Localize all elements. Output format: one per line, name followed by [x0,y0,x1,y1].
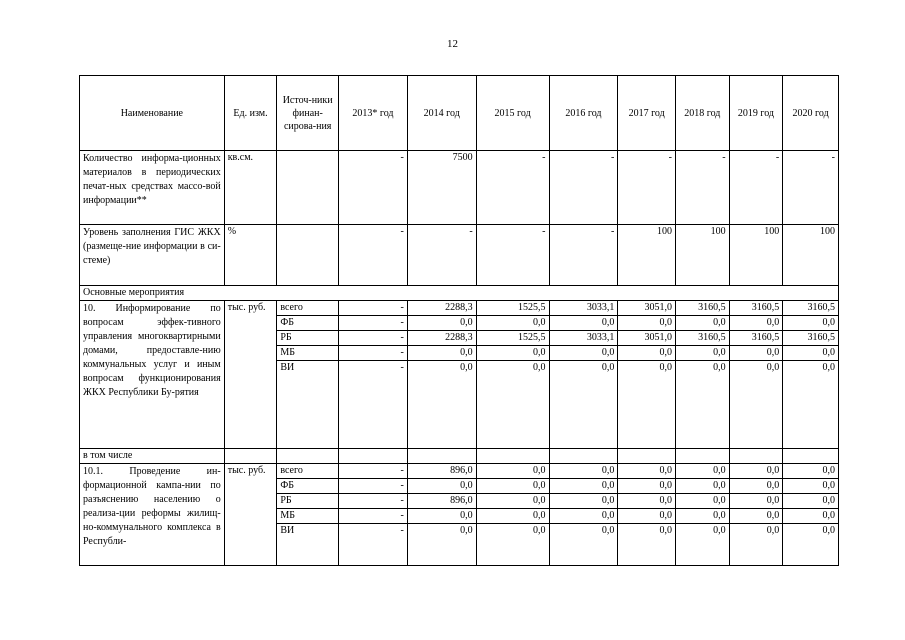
row-value: 0,0 [676,464,730,479]
header-year: 2018 год [676,76,730,151]
row-value: - [618,151,676,225]
table-row [80,151,839,225]
row-value: 3033,1 [549,301,618,316]
row-value: 100 [618,225,676,286]
row-value: 0,0 [729,509,783,524]
row-value: 0,0 [618,524,676,566]
header-year: 2014 год [407,76,476,151]
row-value: 896,0 [407,464,476,479]
row-value: 0,0 [676,361,730,449]
row-value: 0,0 [407,316,476,331]
header-name: Наименование [80,76,225,151]
row-value: 0,0 [618,464,676,479]
empty-cell [549,449,618,464]
row-value: 0,0 [729,479,783,494]
row-value: 0,0 [407,524,476,566]
header-year: 2017 год [618,76,676,151]
row-value: 100 [676,225,730,286]
row-value: 2288,3 [407,331,476,346]
row-value: 3160,5 [676,331,730,346]
row-value: 896,0 [407,494,476,509]
row-value: 0,0 [783,361,839,449]
row-value: 0,0 [549,524,618,566]
empty-cell [224,449,277,464]
row-value: 0,0 [407,361,476,449]
row-unit: тыс. руб. [224,464,277,566]
row-source: МБ [277,509,339,524]
row-value: 7500 [407,151,476,225]
row-name: Уровень заполнения ГИС ЖКХ (размеще-ние информации в си-стеме) [80,225,225,286]
row-value: 0,0 [676,316,730,331]
row-value: - [729,151,783,225]
row-value: 0,0 [549,479,618,494]
empty-cell [676,449,730,464]
row-source [277,151,339,225]
row-value: 0,0 [476,509,549,524]
row-value: 3160,5 [729,301,783,316]
row-value: 0,0 [729,524,783,566]
row-value: 0,0 [549,464,618,479]
row-value: 0,0 [783,524,839,566]
header-year: 2020 год [783,76,839,151]
row-value: - [339,316,408,331]
row-value: 100 [783,225,839,286]
row-value: 0,0 [476,494,549,509]
row-value: 0,0 [407,346,476,361]
row-value: 3160,5 [729,331,783,346]
row-value: 3160,5 [676,301,730,316]
empty-cell [277,449,339,464]
row-source: ВИ [277,361,339,449]
row-value: 0,0 [676,509,730,524]
row-value: 0,0 [618,361,676,449]
row-value: - [339,361,408,449]
section-title: Основные мероприятия [80,286,839,301]
row-source: РБ [277,494,339,509]
row-source: всего [277,301,339,316]
table-row [80,225,839,286]
row-unit: % [224,225,277,286]
row-value: - [339,479,408,494]
row-value: 0,0 [618,346,676,361]
row-value: 0,0 [476,464,549,479]
row-value: - [339,301,408,316]
row-value: 0,0 [729,361,783,449]
row-value: - [339,464,408,479]
row-value: 0,0 [676,346,730,361]
row-unit: тыс. руб. [224,301,277,449]
row-value: 0,0 [618,494,676,509]
empty-cell [729,449,783,464]
row-value: 0,0 [676,494,730,509]
empty-cell [618,449,676,464]
empty-cell [783,449,839,464]
row-value: 0,0 [729,346,783,361]
row-value: - [339,494,408,509]
empty-cell [476,449,549,464]
row-value: 0,0 [783,346,839,361]
table-row [80,301,839,316]
row-value: 0,0 [729,316,783,331]
row-source: ФБ [277,316,339,331]
row-value: 0,0 [729,494,783,509]
row-value: 3033,1 [549,331,618,346]
row-value: 0,0 [783,464,839,479]
header-source: Источ-ники финан-сирова-ния [277,76,339,151]
row-value: 0,0 [783,479,839,494]
row-value: 0,0 [676,479,730,494]
section-title: в том числе [80,449,225,464]
table-row [80,464,839,479]
row-value: - [476,225,549,286]
row-source: всего [277,464,339,479]
row-value: 0,0 [549,494,618,509]
row-value: - [407,225,476,286]
row-value: - [783,151,839,225]
row-value: 100 [729,225,783,286]
header-row [80,76,839,151]
row-value: - [339,346,408,361]
header-unit: Ед. изм. [224,76,277,151]
row-value: 0,0 [407,479,476,494]
row-value: 0,0 [676,524,730,566]
row-value: 0,0 [618,509,676,524]
row-source: ВИ [277,524,339,566]
row-name: 10. Информирование по вопросам эффек-тивного управления многоквартирными домами, предоставле-нию коммунальных услуг и иным вопросам функционирования ЖКХ Республики Бу-рятия [80,301,225,449]
row-value: - [339,225,408,286]
row-value: 0,0 [476,479,549,494]
row-value: 0,0 [549,509,618,524]
row-source: ФБ [277,479,339,494]
row-value: 3051,0 [618,301,676,316]
row-value: 0,0 [783,494,839,509]
row-source [277,225,339,286]
row-value: 3160,5 [783,331,839,346]
row-value: - [676,151,730,225]
row-value: 2288,3 [407,301,476,316]
row-value: - [339,151,408,225]
row-value: 0,0 [476,346,549,361]
page-number: 12 [447,38,458,50]
row-value: 0,0 [476,524,549,566]
program-indicators-table [79,75,839,566]
row-name: Количество информа-ционных материалов в периодических печат-ных средствах массо-вой информации** [80,151,225,225]
row-value: 3160,5 [783,301,839,316]
row-value: - [549,151,618,225]
row-value: 0,0 [549,316,618,331]
row-value: 0,0 [476,361,549,449]
row-value: 1525,5 [476,331,549,346]
section-row [80,449,839,464]
empty-cell [339,449,408,464]
header-year: 2019 год [729,76,783,151]
row-value: 0,0 [549,361,618,449]
row-value: 0,0 [618,479,676,494]
row-source: МБ [277,346,339,361]
empty-cell [407,449,476,464]
row-value: 0,0 [549,346,618,361]
row-value: 0,0 [476,316,549,331]
row-value: 0,0 [783,509,839,524]
row-name: 10.1. Проведение ин-формационной кампа-нии по разъяснению населению о реализа-ции реформы жилищ-но-коммунального комплекса в Республи- [80,464,225,566]
row-value: 0,0 [729,464,783,479]
row-value: - [339,509,408,524]
row-value: - [339,331,408,346]
row-value: 3051,0 [618,331,676,346]
header-year: 2015 год [476,76,549,151]
header-year: 2013* год [339,76,408,151]
row-value: - [549,225,618,286]
row-value: - [339,524,408,566]
row-value: 0,0 [618,316,676,331]
header-year: 2016 год [549,76,618,151]
row-value: 0,0 [407,509,476,524]
row-value: - [476,151,549,225]
row-value: 1525,5 [476,301,549,316]
section-row [80,286,839,301]
row-value: 0,0 [783,316,839,331]
row-source: РБ [277,331,339,346]
row-unit: кв.см. [224,151,277,225]
